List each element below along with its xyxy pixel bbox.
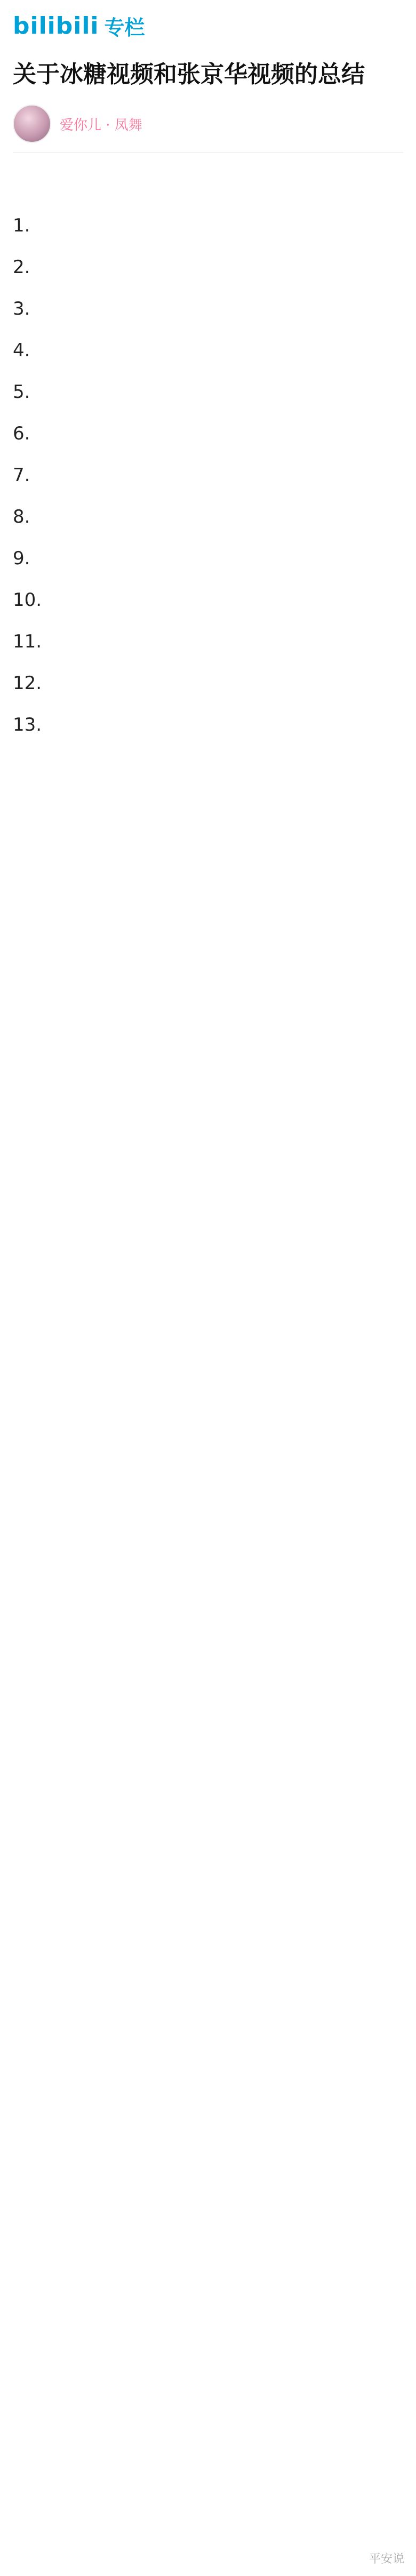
paragraph-number: 7.	[13, 465, 30, 486]
paragraph-number: 6.	[13, 423, 30, 444]
article-paragraph	[13, 419, 403, 449]
top-bar	[0, 0, 416, 51]
avatar[interactable]	[13, 105, 51, 143]
paragraph-number: 1.	[13, 215, 30, 236]
author-name[interactable]: 爱你儿 · 凤舞	[60, 117, 142, 133]
paragraph-number: 13.	[13, 714, 42, 735]
paragraph-number: 11.	[13, 631, 42, 652]
paragraph-number: 3.	[13, 298, 30, 319]
paragraph-number: 9.	[13, 548, 30, 569]
paragraph-number: 2.	[13, 257, 30, 278]
author-row	[13, 105, 403, 143]
bilibili-logo[interactable]: bilibili	[13, 12, 99, 39]
article-paragraph	[13, 252, 403, 282]
column-section-label[interactable]: 专栏	[104, 15, 145, 39]
article-paragraph	[13, 169, 403, 199]
article-paragraph	[13, 751, 403, 781]
article-paragraph	[13, 543, 403, 573]
paragraph-number: 12.	[13, 673, 42, 694]
article-paragraph	[13, 294, 403, 324]
article-paragraph	[13, 502, 403, 532]
article-paragraph	[13, 460, 403, 490]
article-paragraph	[13, 585, 403, 615]
article-body	[0, 169, 416, 781]
article-paragraph	[13, 668, 403, 698]
article-paragraph	[13, 335, 403, 365]
article-paragraph	[13, 627, 403, 657]
paragraph-number: 5.	[13, 381, 30, 403]
article-paragraph	[13, 211, 403, 241]
paragraph-number: 8.	[13, 506, 30, 527]
article-paragraph	[13, 710, 403, 740]
watermark: 平安说	[369, 2553, 404, 2566]
paragraph-number: 10.	[13, 589, 42, 611]
article-paragraph	[13, 377, 403, 407]
paragraph-number: 4.	[13, 340, 30, 361]
article-title: 关于冰糖视频和张京华视频的总结	[13, 61, 365, 88]
